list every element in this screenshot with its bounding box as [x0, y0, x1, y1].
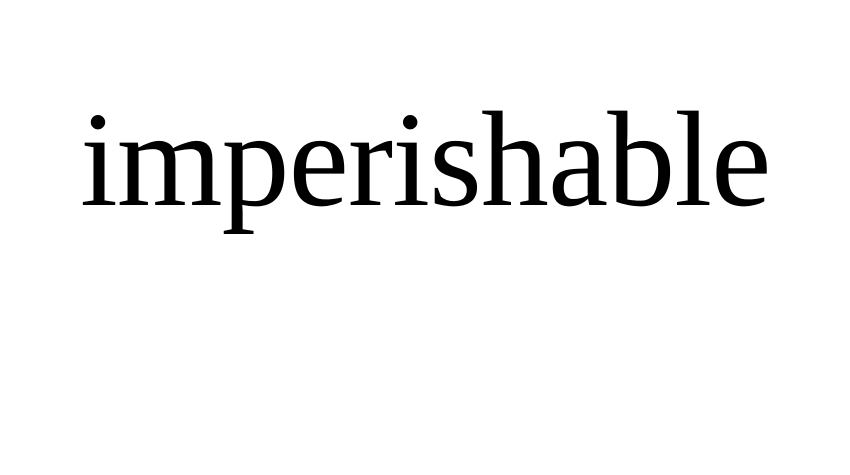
word-text: imperishable: [80, 85, 771, 235]
